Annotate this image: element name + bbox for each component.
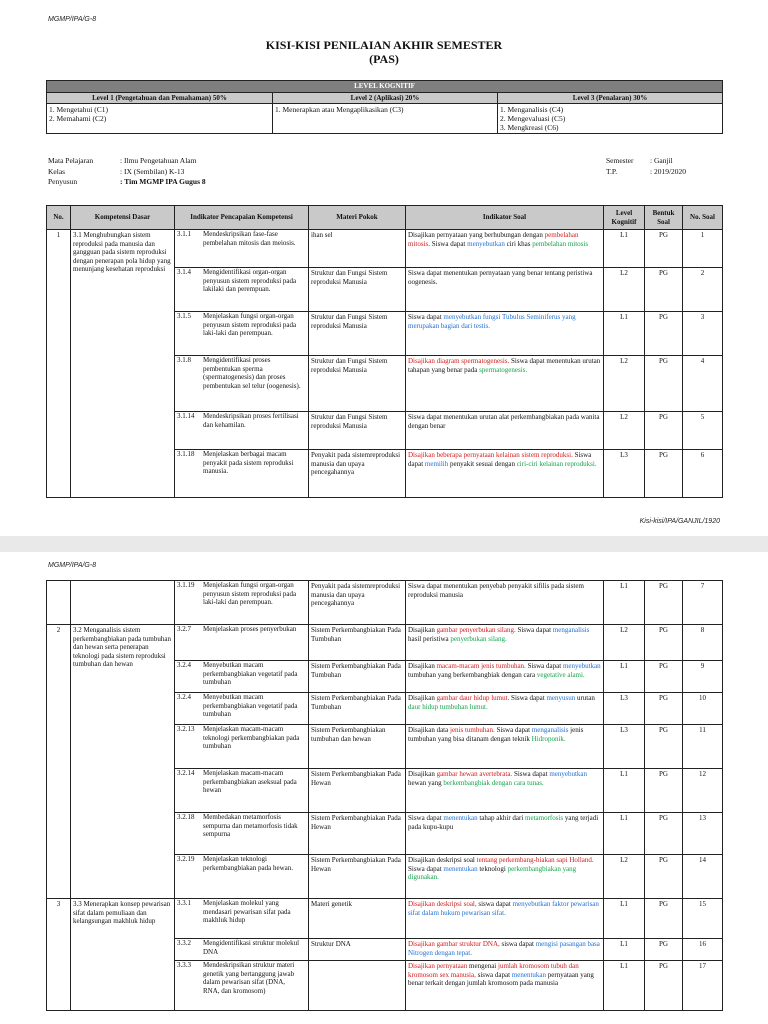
indikator-soal-segment: tumbuhan yang berkembangbiak dengan cara: [408, 670, 537, 679]
cognitive-level-heading: LEVEL KOGNITIF: [47, 81, 723, 93]
penyusun-label: Penyusun: [48, 177, 78, 186]
indikator-soal-segment: Siswa dapat: [494, 726, 532, 734]
indikator-soal-segment: jenis tumbuhan.: [450, 726, 495, 734]
materi-pokok-cell: Struktur dan Fungsi Sistem reproduksi Manusia: [309, 412, 406, 450]
indikator-soal-segment: tahap akhir dari: [477, 814, 526, 822]
bentuk-soal-cell: PG: [645, 769, 683, 813]
indikator-soal-segment: menentukan: [511, 970, 547, 979]
indikator-soal-segment: siswa dapat: [475, 970, 512, 979]
indikator-kompetensi-cell: [175, 268, 309, 312]
bentuk-soal-cell: PG: [645, 450, 683, 498]
col-header-level: Level Kognitif: [604, 206, 645, 230]
level-kognitif-cell: L1: [604, 312, 645, 356]
indikator-soal-segment: macam-macam jenis tumbuhan.: [436, 662, 526, 670]
indikator-soal-segment: Disajikan diagram spermatogenesis.: [408, 357, 510, 365]
kompetensi-dasar-cell: 3.3 Menerapkan konsep pewarisan sifat dalam pemuliaan dan kelangsungan makhluk hidup: [71, 899, 175, 1011]
indikator-kompetensi-cell: [175, 813, 309, 855]
level-kognitif-cell: L1: [604, 961, 645, 1011]
indikator-soal-segment: mengisi pasangan basa Nitrogen dengan tepat.: [408, 940, 600, 957]
indikator-code: 3.2.7: [177, 625, 191, 633]
indikator-soal-segment: hewan yang: [408, 778, 444, 787]
table-row: [47, 625, 723, 661]
level-2-heading: Level 2 (Aplikasi) 20%: [273, 92, 498, 104]
indikator-soal-segment: Siswa dapat: [515, 626, 553, 634]
indikator-code: 3.2.18: [177, 813, 195, 821]
level-item: 2. Memahami (C2): [49, 114, 107, 124]
indikator-soal-segment: Siswa dapat menentukan urutan tahapan yang benar pada: [408, 357, 601, 374]
no-soal-cell: 12: [683, 769, 723, 813]
col-header-no-soal: No. Soal: [683, 206, 723, 230]
level-2-items: [273, 104, 498, 134]
indikator-soal-segment: menentukan: [443, 814, 478, 822]
indikator-soal-segment: ciri khas: [504, 239, 533, 248]
penyusun-value: : Tim MGMP IPA Gugus 8: [120, 177, 206, 186]
indikator-soal-segment: siswa dapat: [476, 900, 513, 908]
indikator-soal-segment: tentang perkembang-biakan sapi Holland.: [476, 856, 594, 864]
indikator-soal-segment: Siswa dapat: [408, 451, 592, 468]
no-soal-cell: 16: [683, 939, 723, 961]
indikator-soal-segment: Disajikan: [408, 662, 437, 670]
indikator-code: 3.1.1: [177, 230, 191, 238]
level-kognitif-cell: L2: [604, 268, 645, 312]
indikator-soal-segment: Siswa dapat: [512, 770, 550, 778]
indikator-code: 3.1.18: [177, 450, 195, 458]
indikator-soal-cell: [406, 899, 604, 939]
indikator-soal-segment: menganalisis: [531, 726, 569, 734]
materi-pokok-cell: Struktur DNA: [309, 939, 406, 961]
materi-pokok-cell: Sistem Perkembangbiakan Pada Hewan: [309, 813, 406, 855]
indikator-code: 3.3.1: [177, 899, 191, 907]
indikator-code: 3.3.3: [177, 961, 191, 969]
row-number-cell: [47, 581, 71, 625]
indikator-text: Menjelaskan proses penyerbukan: [203, 625, 297, 633]
indikator-kompetensi-cell: [175, 939, 309, 961]
indikator-soal-segment: jenis tumbuhan yang bisa ditanam dengan teknik: [408, 726, 584, 743]
semester-label: Semester: [606, 156, 634, 165]
indikator-soal-segment: . Siswa dapat: [428, 239, 468, 248]
materi-pokok-cell: Struktur dan Fungsi Sistem reproduksi Manusia: [309, 356, 406, 412]
indikator-soal-segment: berkembangbiak dengan cara tunas.: [443, 778, 544, 787]
bentuk-soal-cell: PG: [645, 939, 683, 961]
document-title: KISI-KISI PENILAIAN AKHIR SEMESTER: [265, 38, 503, 52]
subject-info-right: [606, 156, 686, 177]
indikator-soal-segment: vegetative alami.: [536, 670, 585, 679]
indikator-kompetensi-cell: [175, 725, 309, 769]
indikator-soal-segment: teknologi: [477, 864, 508, 873]
level-item: 1. Menganalisis (C4): [500, 105, 564, 115]
indikator-soal-segment: siswa dapat: [499, 940, 536, 948]
indikator-text: Menjelaskan fungsi organ-organ penyusun sistem reproduksi pada laki-laki dan perempuan.: [203, 581, 297, 607]
indikator-soal-cell: [406, 268, 604, 312]
indikator-soal-segment: perkembangbiakan yang digunakan.: [408, 864, 577, 882]
col-header-materi: Materi Pokok: [309, 206, 406, 230]
bentuk-soal-cell: PG: [645, 312, 683, 356]
indikator-text: Mendeskripsikan struktur materi genetik yang bertanggung jawab dalam pewarisan sifat (DNA, RNA, dan kromosom): [203, 961, 295, 995]
level-kognitif-cell: L1: [604, 769, 645, 813]
level-kognitif-cell: L1: [604, 661, 645, 693]
indikator-soal-segment: penyakit sesuai dengan: [448, 459, 517, 468]
indikator-soal-cell: [406, 450, 604, 498]
indikator-soal-segment: metamorfosis: [525, 814, 564, 822]
materi-pokok-cell: ihan sel: [309, 230, 406, 268]
materi-pokok-cell: Sistem Perkembangbiakan Pada Hewan: [309, 855, 406, 899]
indikator-text: Menjelaskan fungsi organ-organ penyusun sistem reproduksi pada laki-laki dan perempuan.: [203, 312, 297, 338]
level-kognitif-cell: L3: [604, 450, 645, 498]
indikator-text: Mendeskripsikan proses fertilisasi dan kehamilan.: [203, 412, 299, 429]
indikator-code: 3.2.13: [177, 725, 195, 733]
bentuk-soal-cell: PG: [645, 230, 683, 268]
mapel-label: Mata Pelajaran: [48, 156, 94, 165]
indikator-code: 3.3.2: [177, 939, 191, 947]
bentuk-soal-cell: PG: [645, 412, 683, 450]
kompetensi-dasar-cell: 3.2 Menganalisis sistem perkembangbiakan pada tumbuhan dan hewan serta penerapan teknologi pada sistem reproduksi tumbuhan dan hewan: [71, 625, 175, 899]
kisi-kisi-table-page-1: [46, 205, 723, 498]
indikator-soal-cell: [406, 813, 604, 855]
level-3-items: [498, 104, 723, 134]
indikator-soal-segment: Siswa dapat: [509, 694, 547, 702]
no-soal-cell: 7: [683, 581, 723, 625]
indikator-code: 3.2.4: [177, 661, 191, 669]
indikator-text: Membedakan metamorfosis sempurna dan metamorfosis tidak sempurna: [203, 813, 298, 839]
level-kognitif-cell: L3: [604, 725, 645, 769]
bentuk-soal-cell: PG: [645, 356, 683, 412]
indikator-soal-cell: [406, 725, 604, 769]
indikator-soal-segment: gambar daur hidup lumut.: [436, 694, 510, 702]
materi-pokok-cell: Penyakit pada sistemreproduksi manusia dan upaya pencegahannya: [309, 581, 406, 625]
level-kognitif-cell: L3: [604, 693, 645, 725]
indikator-code: 3.2.14: [177, 769, 195, 777]
indikator-kompetensi-cell: [175, 661, 309, 693]
indikator-soal-segment: Disajikan beberapa pernyataan kelainan sistem reproduksi.: [408, 451, 573, 459]
indikator-text: Mengidentifikasi struktur molekul DNA: [203, 939, 300, 956]
materi-pokok-cell: Sistem Perkembangbiakan Pada Tumbuhan: [309, 625, 406, 661]
indikator-text: Menjelaskan molekul yang mendasari pewarisan sifat pada makhluk hidup: [203, 899, 291, 925]
indikator-soal-segment: Siswa dapat menentukan pernyataan yang benar tentang peristiwa oogenesis.: [408, 269, 593, 286]
bentuk-soal-cell: PG: [645, 693, 683, 725]
indikator-soal-cell: [406, 625, 604, 661]
indikator-code: 3.1.4: [177, 268, 191, 276]
bentuk-soal-cell: PG: [645, 961, 683, 1011]
tp-value: : 2019/2020: [650, 166, 687, 176]
indikator-kompetensi-cell: [175, 450, 309, 498]
indikator-soal-segment: Hidroponik.: [531, 734, 566, 743]
col-header-bentuk: Bentuk Soal: [645, 206, 683, 230]
indikator-soal-segment: spermatogenesis.: [479, 365, 528, 374]
indikator-soal-segment: Disajikan deskripsi soal,: [408, 900, 477, 908]
indikator-soal-segment: Disajikan: [408, 770, 437, 778]
indikator-code: 3.2.4: [177, 693, 191, 701]
indikator-soal-cell: [406, 356, 604, 412]
level-3-heading: Level 3 (Penalaran) 30%: [498, 92, 723, 104]
tp-label: T.P.: [606, 166, 618, 176]
indikator-soal-segment: menyebutkan: [467, 239, 505, 248]
page-footer: Kisi-kisi/IPA/GANJIL/1920: [639, 518, 720, 525]
page-header: MGMP/IPA/G-8: [48, 562, 97, 569]
indikator-soal-segment: menyebutkan: [562, 662, 601, 670]
no-soal-cell: 13: [683, 813, 723, 855]
materi-pokok-cell: Struktur dan Fungsi Sistem reproduksi Manusia: [309, 268, 406, 312]
bentuk-soal-cell: PG: [645, 268, 683, 312]
indikator-soal-segment: pembelahan mitosis: [408, 231, 579, 248]
indikator-text: Menjelaskan teknologi perkembangbiakan pada hewan.: [203, 855, 293, 872]
row-number-cell: 3: [47, 899, 71, 1011]
kisi-kisi-table-page-2: [46, 580, 723, 1011]
no-soal-cell: 5: [683, 412, 723, 450]
materi-pokok-cell: Sistem Perkembangbiakan Pada Tumbuhan: [309, 661, 406, 693]
no-soal-cell: 2: [683, 268, 723, 312]
indikator-soal-cell: [406, 769, 604, 813]
indikator-kompetensi-cell: [175, 412, 309, 450]
indikator-soal-cell: [406, 230, 604, 268]
indikator-soal-segment: Siswa dapat: [525, 662, 563, 670]
indikator-text: Mengidentifikasi proses pembentukan sperma (spermatogenesis) dan proses pembentukan sel telur (oogenesis).: [203, 356, 301, 390]
level-item: 1. Menerapkan atau Mengaplikasikan (C3): [275, 105, 404, 115]
indikator-text: Mengidentifikasi organ-organ penyusun sistem reproduksi pada lakilaki dan perempuan.: [203, 268, 297, 294]
no-soal-cell: 15: [683, 899, 723, 939]
indikator-soal-segment: jumlah kromosom tubuh dan kromosom sex manusia,: [408, 962, 579, 979]
indikator-soal-segment: mengenai: [467, 962, 498, 970]
indikator-soal-cell: [406, 961, 604, 1011]
indikator-kompetensi-cell: [175, 899, 309, 939]
indikator-soal-cell: [406, 855, 604, 899]
table-row: [47, 899, 723, 939]
indikator-soal-segment: Siswa dapat: [408, 864, 444, 873]
materi-pokok-cell: Materi genetik: [309, 899, 406, 939]
row-number-cell: 2: [47, 625, 71, 899]
indikator-soal-segment: Siswa dapat menentukan urutan alat perkembangbiakan pada wanita dengan benar: [408, 413, 600, 430]
bentuk-soal-cell: PG: [645, 855, 683, 899]
semester-value: : Ganjil: [650, 156, 673, 165]
bentuk-soal-cell: PG: [645, 581, 683, 625]
indikator-soal-segment: penyerbukan silang.: [450, 634, 507, 643]
level-kognitif-cell: L2: [604, 855, 645, 899]
indikator-soal-segment: gambar hewan avertebrata.: [436, 770, 513, 778]
kompetensi-dasar-cell: 3.1 Menghubungkan sistem reproduksi pada manusia dan gangguan pada sistem reproduksi dengan penerapan pola hidup yang menunjang kesehatan reproduksi: [71, 230, 175, 498]
indikator-soal-segment: pernyataan yang benar terkait dengan jumlah kromosom pada manusia: [408, 970, 594, 988]
indikator-kompetensi-cell: [175, 581, 309, 625]
level-kognitif-cell: L1: [604, 939, 645, 961]
indikator-soal-segment: yang terjadi pada kupu-kupu: [408, 814, 599, 831]
col-header-ipk: Indikator Pencapaian Kompetensi: [175, 206, 309, 230]
no-soal-cell: 9: [683, 661, 723, 693]
table-row: [47, 230, 723, 268]
col-header-kd: Kompetensi Dasar: [71, 206, 175, 230]
page-header: MGMP/IPA/G-8: [48, 16, 97, 23]
level-item: 2. Mengevaluasi (C5): [500, 114, 566, 124]
no-soal-cell: 6: [683, 450, 723, 498]
indikator-kompetensi-cell: [175, 230, 309, 268]
level-item: 3. Mengkreasi (C6): [500, 123, 559, 133]
indikator-soal-segment: menyebutkan fungsi Tubulus Seminiferus yang merupakan bagian dari testis.: [408, 313, 576, 330]
indikator-code: 3.1.5: [177, 312, 191, 320]
indikator-soal-cell: [406, 939, 604, 961]
indikator-kompetensi-cell: [175, 312, 309, 356]
col-header-indikator-soal: Indikator Soal: [406, 206, 604, 230]
indikator-soal-segment: daur hidup tumbuhan lumut.: [408, 702, 488, 711]
materi-pokok-cell: Sistem Perkembangbiakan Pada Hewan: [309, 769, 406, 813]
indikator-soal-segment: Disajikan deskripsi soal: [408, 856, 477, 864]
indikator-kompetensi-cell: [175, 625, 309, 661]
table-row: [47, 581, 723, 625]
row-number-cell: 1: [47, 230, 71, 498]
col-header-no: No.: [47, 206, 71, 230]
materi-pokok-cell: Penyakit pada sistemreproduksi manusia dan upaya pencegahannya: [309, 450, 406, 498]
cognitive-level-table: [46, 80, 723, 134]
indikator-soal-segment: memilih: [424, 459, 449, 468]
indikator-kompetensi-cell: [175, 855, 309, 899]
indikator-soal-segment: Disajikan: [408, 626, 437, 634]
no-soal-cell: 14: [683, 855, 723, 899]
level-item: 1. Mengetahui (C1): [49, 105, 108, 115]
subject-info-left: [48, 156, 206, 188]
document-page-2: [0, 552, 768, 1024]
indikator-soal-segment: hasil peristiwa: [408, 634, 451, 643]
indikator-code: 3.1.19: [177, 581, 195, 589]
indikator-text: Menyebutkan macam perkembangbiakan vegetatif pada tumbuhan: [203, 661, 298, 687]
indikator-soal-segment: pembelahan mitosis: [532, 239, 589, 248]
level-kognitif-cell: L1: [604, 813, 645, 855]
indikator-soal-segment: menyusun: [546, 694, 576, 702]
kelas-label: Kelas: [48, 166, 66, 176]
no-soal-cell: 10: [683, 693, 723, 725]
indikator-soal-segment: Siswa dapat: [408, 814, 444, 822]
indikator-soal-cell: [406, 312, 604, 356]
level-kognitif-cell: L1: [604, 230, 645, 268]
indikator-soal-cell: [406, 661, 604, 693]
indikator-soal-segment: Disajikan pernyataan: [408, 962, 468, 970]
no-soal-cell: 17: [683, 961, 723, 1011]
indikator-text: Menjelaskan berbagai macam penyakit pada sistem reproduksi manusia.: [203, 450, 294, 476]
indikator-soal-segment: menganalisis: [552, 626, 590, 634]
indikator-code: 3.2.19: [177, 855, 195, 863]
kompetensi-dasar-cell: [71, 581, 175, 625]
bentuk-soal-cell: PG: [645, 813, 683, 855]
no-soal-cell: 4: [683, 356, 723, 412]
indikator-soal-segment: Disajikan pernyataan yang berhubungan dengan: [408, 231, 545, 239]
materi-pokok-cell: Sistem Perkembangbiakan Pada Tumbuhan: [309, 693, 406, 725]
indikator-soal-segment: Disajikan gambar struktur DNA,: [408, 940, 500, 948]
no-soal-cell: 3: [683, 312, 723, 356]
no-soal-cell: 1: [683, 230, 723, 268]
indikator-soal-segment: menentukan: [443, 864, 478, 873]
indikator-soal-cell: [406, 581, 604, 625]
bentuk-soal-cell: PG: [645, 725, 683, 769]
indikator-soal-segment: menyebutkan faktor pewarisan sifat dalam hukum pewarisan sifat.: [408, 900, 599, 917]
indikator-soal-segment: ciri-ciri kelainan reproduksi.: [516, 459, 597, 468]
indikator-text: Menjelaskan macam-macam perkembangbiakan aseksual pada hewan: [203, 769, 297, 795]
bentuk-soal-cell: PG: [645, 899, 683, 939]
kelas-value: : IX (Sembilan) K-13: [120, 166, 185, 176]
indikator-text: Menjelaskan macam-macam teknologi perkembangbiakan pada tumbuhan: [203, 725, 300, 751]
indikator-kompetensi-cell: [175, 356, 309, 412]
indikator-code: 3.1.8: [177, 356, 191, 364]
indikator-kompetensi-cell: [175, 693, 309, 725]
indikator-soal-segment: urutan: [575, 694, 595, 702]
indikator-soal-segment: Disajikan: [408, 694, 437, 702]
level-1-heading: Level 1 (Pengetahuan dan Pemahaman) 50%: [47, 92, 273, 104]
materi-pokok-cell: Struktur dan Fungsi Sistem reproduksi Manusia: [309, 312, 406, 356]
document-subtitle: (PAS): [369, 52, 399, 66]
indikator-soal-segment: Siswa dapat menentukan penyebab penyakit sifilis pada sistem reproduksi manusia: [408, 582, 584, 599]
materi-pokok-cell: Sistem Perkembangbiakan tumbuhan dan hewan: [309, 725, 406, 769]
mapel-value: : Ilmu Pengetahuan Alam: [120, 156, 197, 165]
indikator-soal-segment: menyebutkan: [549, 770, 588, 778]
indikator-kompetensi-cell: [175, 961, 309, 1011]
bentuk-soal-cell: PG: [645, 661, 683, 693]
level-kognitif-cell: L1: [604, 581, 645, 625]
indikator-soal-cell: [406, 693, 604, 725]
no-soal-cell: 11: [683, 725, 723, 769]
level-1-items: [47, 104, 273, 134]
indikator-soal-segment: Siswa dapat: [408, 313, 444, 321]
indikator-text: Menyebutkan macam perkembangbiakan vegetatif pada tumbuhan: [203, 693, 298, 719]
indikator-soal-cell: [406, 412, 604, 450]
bentuk-soal-cell: PG: [645, 625, 683, 661]
level-kognitif-cell: L2: [604, 412, 645, 450]
indikator-soal-segment: Disajikan data: [408, 726, 450, 734]
indikator-soal-segment: gambar penyerbukan silang.: [436, 626, 516, 634]
indikator-text: Mendeskripsikan fase-fase pembelahan mitosis dan meiosis.: [203, 230, 296, 247]
level-kognitif-cell: L2: [604, 356, 645, 412]
materi-pokok-cell: [309, 961, 406, 1011]
level-kognitif-cell: L1: [604, 899, 645, 939]
no-soal-cell: 8: [683, 625, 723, 661]
indikator-code: 3.1.14: [177, 412, 195, 420]
level-kognitif-cell: L2: [604, 625, 645, 661]
indikator-kompetensi-cell: [175, 769, 309, 813]
